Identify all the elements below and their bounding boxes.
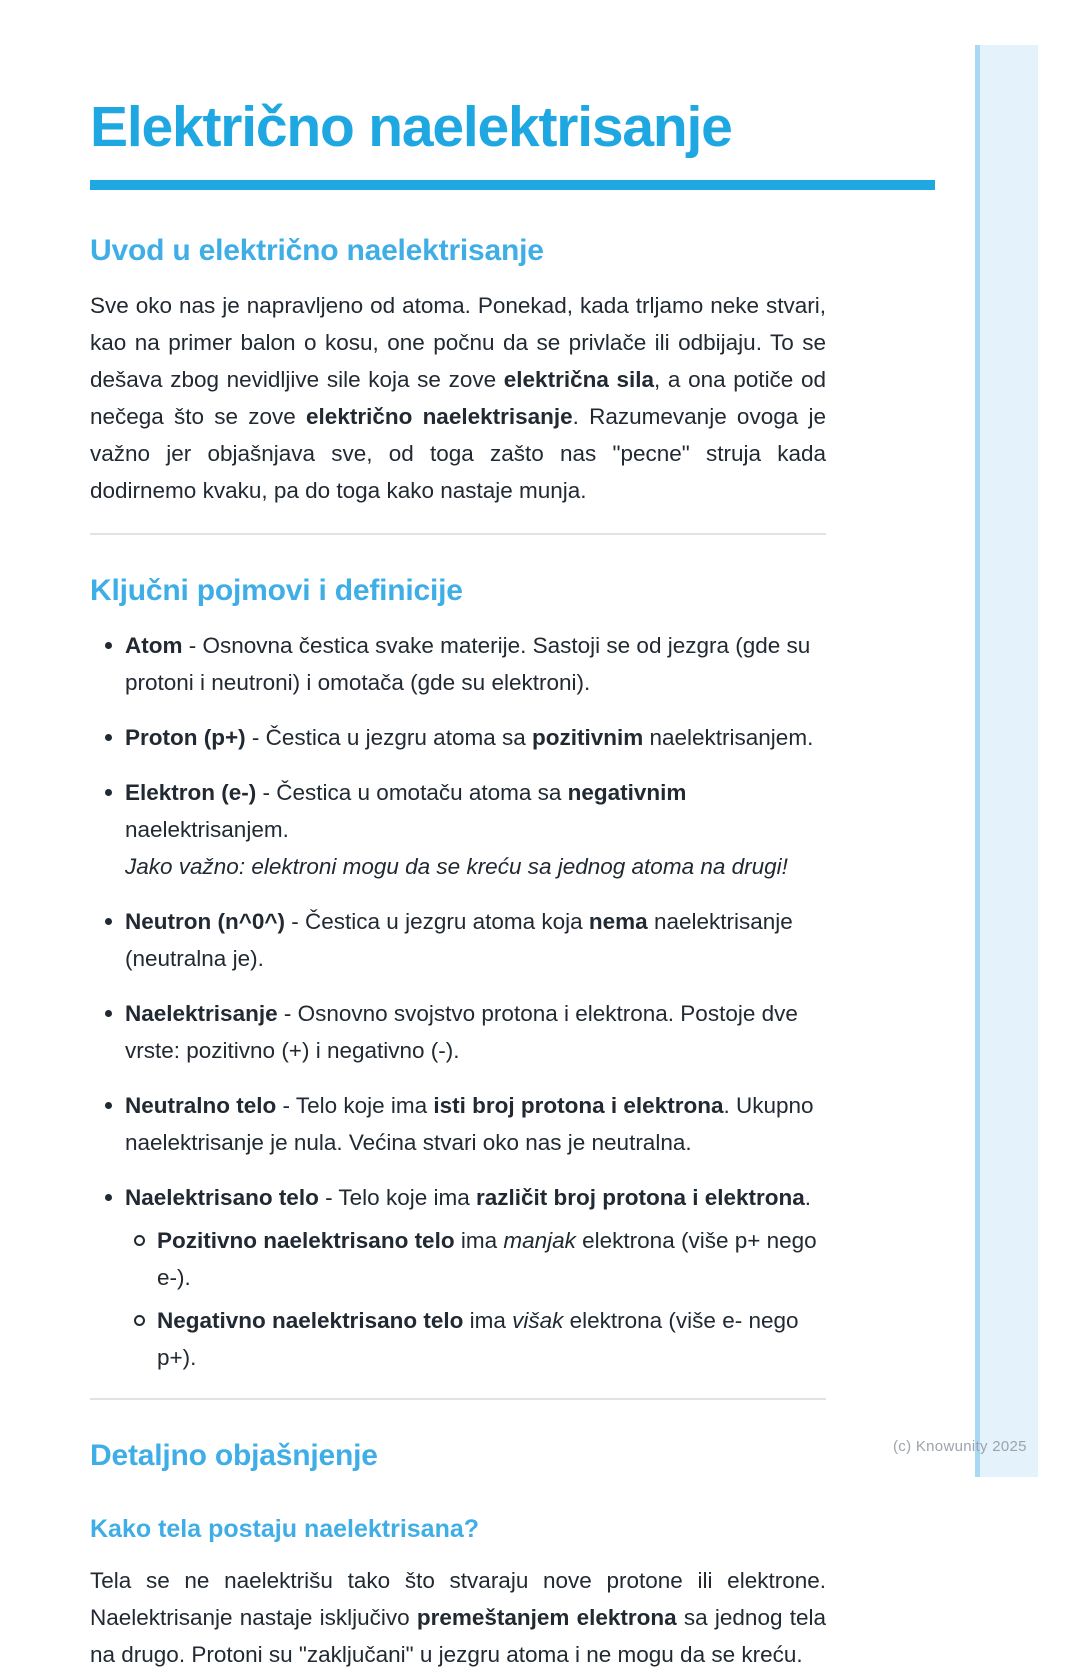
list-item-text: Naelektrisanje - Osnovno svojstvo protona i elektrona. Postoje dve vrste: pozitivno (+) i negativno (-). bbox=[125, 1001, 798, 1063]
list-item-text: Elektron (e-) - Čestica u omotaču atoma sa negativnim naelektrisanjem. bbox=[125, 780, 687, 842]
detail-paragraph: Tela se ne naelektrišu tako što stvaraju nove protone ili elektrone. Naelektrisanje nastaje isključivo premeštanjem elektrona sa jednog tela na drugo. Protoni su "zaključani" u jezgru atoma i ne mogu da se kreću. bbox=[90, 1568, 826, 1667]
sub-list bbox=[125, 1222, 826, 1376]
list-item bbox=[90, 627, 826, 701]
list-item bbox=[90, 1087, 826, 1161]
subsection-heading-how-bodies-charge: Kako tela postaju naelektrisana? bbox=[90, 1515, 480, 1543]
intro-paragraph: Sve oko nas je napravljeno od atoma. Ponekad, kada trljamo neke stvari, kao na primer balon o kosu, one počnu da se privlače ili odbijaju. To se dešava zbog nevidljive sile koja se zove električna sila, a ona potiče od nečega što se zove električno naelektrisanje. Razumevanje ovoga je važno jer objašnjava sve, od toga zašto nas "pecne" struja kada dodirnemo kvaku, pa do toga kako nastaje munja. bbox=[90, 293, 827, 503]
section-heading-intro: Uvod u električno naelektrisanje bbox=[90, 234, 544, 267]
title-underline-rule bbox=[90, 180, 935, 190]
section-divider-2 bbox=[90, 1398, 826, 1400]
list-item-text: Naelektrisano telo - Telo koje ima različit broj protona i elektrona. bbox=[125, 1185, 812, 1210]
list-item-text: Neutron (n^0^) - Čestica u jezgru atoma koja nema naelektrisanje (neutralna je). bbox=[125, 909, 793, 971]
section-divider-1 bbox=[90, 533, 826, 535]
list-item bbox=[90, 995, 826, 1069]
copyright-note: (c) Knowunity 2025 bbox=[893, 1438, 1027, 1455]
document-content bbox=[90, 0, 935, 1673]
page-title: Električno naelektrisanje bbox=[90, 95, 732, 159]
key-terms-list bbox=[90, 627, 826, 1376]
list-item-text: Atom - Osnovna čestica svake materije. Sastoji se od jezgra (gde su protoni i neutroni) i omotača (gde su elektroni). bbox=[125, 633, 811, 695]
list-item bbox=[90, 774, 826, 885]
sub-list-item: Pozitivno naelektrisano telo ima manjak elektrona (više p+ nego e-). bbox=[125, 1222, 826, 1296]
right-margin-strip bbox=[975, 45, 1038, 1477]
list-item bbox=[90, 1179, 826, 1376]
list-item bbox=[90, 719, 826, 756]
list-item-note: Jako važno: elektroni mogu da se kreću sa jednog atoma na drugi! bbox=[125, 854, 788, 879]
section-heading-detail: Detaljno objašnjenje bbox=[90, 1439, 378, 1472]
sub-list-item: Negativno naelektrisano telo ima višak elektrona (više e- nego p+). bbox=[125, 1302, 826, 1376]
list-item-text: Proton (p+) - Čestica u jezgru atoma sa pozitivnim naelektrisanjem. bbox=[125, 725, 814, 750]
list-item-text: Neutralno telo - Telo koje ima isti broj protona i elektrona. Ukupno naelektrisanje je nula. Većina stvari oko nas je neutralna. bbox=[125, 1093, 814, 1155]
list-item bbox=[90, 903, 826, 977]
section-heading-key-terms: Ključni pojmovi i definicije bbox=[90, 574, 463, 607]
